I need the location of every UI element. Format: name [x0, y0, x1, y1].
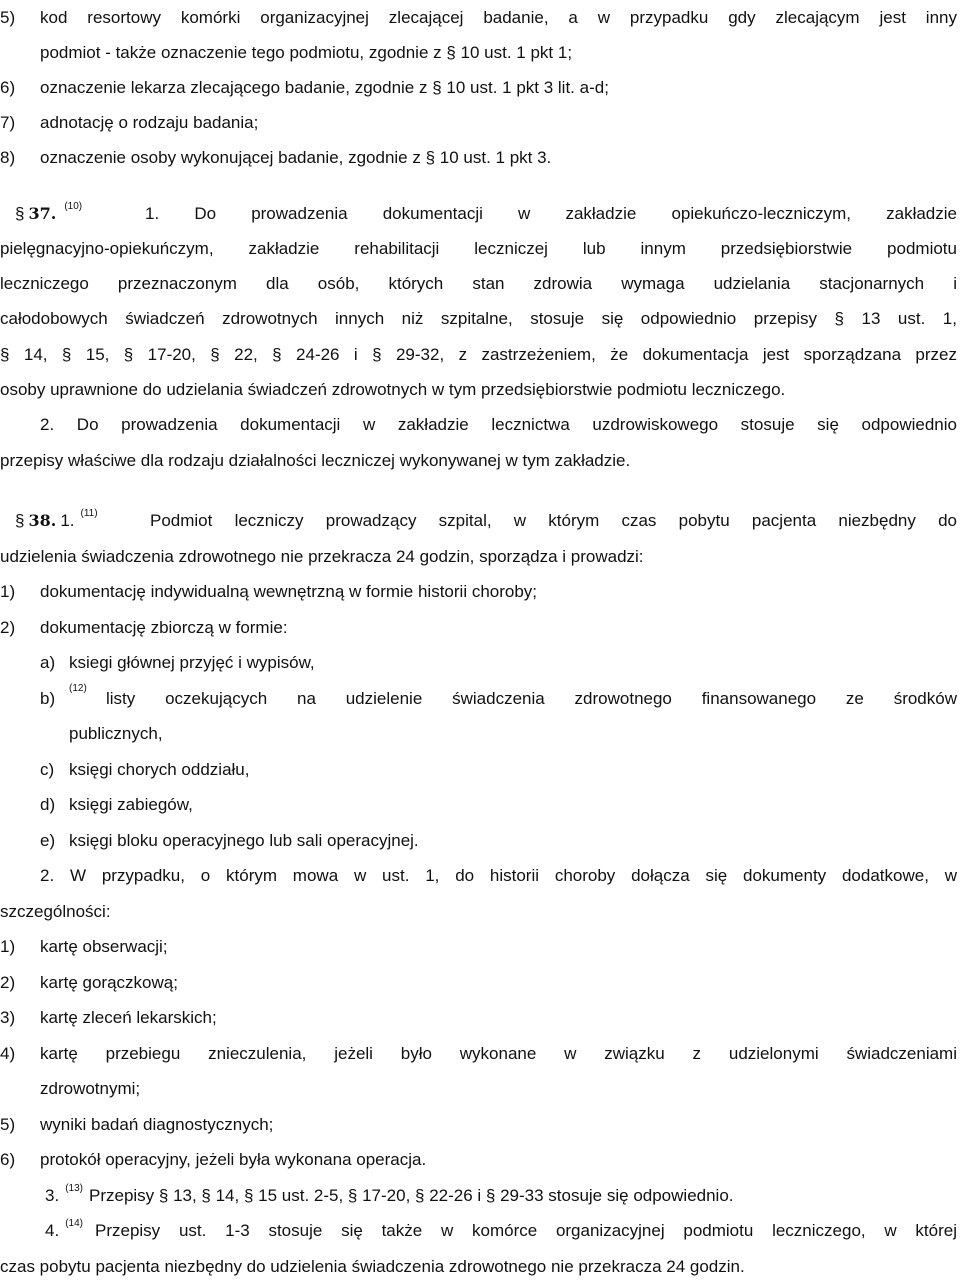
section-37-ust2-line2: przepisy właściwe dla rodzaju działalności leczniczej wykonywanej w tym zakładzie.	[0, 451, 631, 470]
paragraph-sign: §	[15, 204, 25, 223]
section-37-ust1-line3: leczniczego przeznaczonym dla osób, których stan zdrowia wymaga udzielania stacjonarnych i	[0, 274, 957, 293]
section-number: 37.	[28, 204, 57, 223]
section-37-ust2-line1: 2. Do prowadzenia dokumentacji w zakładzie lecznictwa uzdrowiskowego stosuje się odpowiednio	[40, 415, 957, 434]
subitem-c: c) księgi chorych oddziału,	[40, 752, 957, 787]
subitem-d: d) księgi zabiegów,	[40, 787, 957, 822]
list-item-text: protokół operacyjny, jeżeli była wykonana operacja.	[40, 1150, 427, 1169]
list-item-text: wyniki badań diagnostycznych;	[40, 1115, 274, 1134]
list-item-text: kartę obserwacji;	[40, 937, 168, 956]
section-number: 38.	[28, 511, 57, 530]
paragraph-sign: §	[15, 511, 25, 530]
ust2-item-2: 2) kartę gorączkową;	[0, 965, 957, 1000]
section-38-heading	[15, 503, 155, 541]
section-38-intro-line2: udzielenia świadczenia zdrowotnego nie przekracza 24 godzin, sporządza i prowadzi:	[0, 547, 644, 566]
section-38-intro-line1: Podmiot leczniczy prowadzący szpital, w którym czas pobytu pacjenta niezbędny do	[150, 511, 957, 530]
subitem-text: ksiegi głównej przyjęć i wypisów,	[69, 653, 315, 672]
ust2-item-5: 5) wyniki badań diagnostycznych;	[0, 1107, 957, 1142]
list-item-5: 5) kod resortowy komórki organizacyjnej zlecającej badanie, a w przypadku gdy zlecającym jest inny	[0, 0, 957, 35]
list-item-text: kartę gorączkową;	[40, 973, 178, 992]
section-37-ust1-line4: całodobowych świadczeń zdrowotnych innych niż szpitalne, stosuje się odpowiednio przepisy § 13 ust. 1,	[0, 309, 957, 328]
section-37-ust1-line2: pielęgnacyjno-opiekuńczym, zakładzie rehabilitacji leczniczej lub innym przedsiębiorstwie podmiotu	[0, 239, 957, 258]
footnote-ref: (13)	[65, 1183, 83, 1194]
subitem-text: księgi zabiegów,	[69, 795, 193, 814]
ust-text: Przepisy § 13, § 14, § 15 ust. 2-5, § 17-20, § 22-26 i § 29-33 stosuje się odpowiednio.	[88, 1186, 734, 1205]
section-37-ust1-line5: § 14, § 15, § 17-20, § 22, § 24-26 i § 29-32, z zastrzeżeniem, że dokumentacja jest sporządzana przez	[0, 345, 957, 364]
subitem-text: księgi chorych oddziału,	[69, 760, 250, 779]
footnote-ref: (11)	[80, 508, 98, 519]
subitem-text: księgi bloku operacyjnego lub sali operacyjnej.	[69, 831, 419, 850]
list-item-text: kartę zleceń lekarskich;	[40, 1008, 217, 1027]
subitem-b-cont: publicznych,	[69, 724, 163, 743]
section-38-ust3	[45, 1178, 957, 1216]
section-37-heading	[15, 196, 135, 234]
ust2-item-1: 1) kartę obserwacji;	[0, 929, 957, 964]
list-item-5-cont: podmiot - także oznaczenie tego podmiotu, zgodnie z § 10 ust. 1 pkt 1;	[40, 43, 573, 62]
list-item-6: 6) oznaczenie lekarza zlecającego badanie, zgodnie z § 10 ust. 1 pkt 3 lit. a-d;	[0, 70, 957, 105]
subitem-text: listy oczekujących na udzielenie świadczenia zdrowotnego finansowanego ze środków	[106, 689, 957, 708]
ust2-item-3: 3) kartę zleceń lekarskich;	[0, 1000, 957, 1035]
footnote-ref: (12)	[69, 683, 87, 694]
ust2-item-4: 4) kartę przebiegu znieczulenia, jeżeli było wykonane w związku z udzielonymi świadczeniami	[0, 1036, 957, 1071]
list-item-8: 8) oznaczenie osoby wykonującej badanie, zgodnie z § 10 ust. 1 pkt 3.	[0, 140, 957, 175]
ust-number: 1.	[60, 511, 75, 530]
footnote-ref: (10)	[64, 201, 83, 212]
section-38-ust4-line1: Przepisy ust. 1-3 stosuje się także w komórce organizacyjnej podmiotu leczniczego, w której	[95, 1221, 957, 1240]
ust-number: 4.	[45, 1221, 60, 1240]
list-item-text: kod resortowy komórki organizacyjnej zlecającej badanie, a w przypadku gdy zlecającym jest inny	[40, 8, 957, 27]
section-38-ust2-line1: 2. W przypadku, o którym mowa w ust. 1, do historii choroby dołącza się dokumenty dodatkowe, w	[40, 866, 957, 885]
ust-number: 3.	[45, 1186, 60, 1205]
list-item-text: adnotację o rodzaju badania;	[40, 113, 259, 132]
list-item-text: dokumentację zbiorczą w formie:	[40, 618, 288, 637]
section-38-ust2-line2: szczególności:	[0, 902, 111, 921]
subitem-e: e) księgi bloku operacyjnego lub sali operacyjnej.	[40, 823, 957, 858]
list-item-text: dokumentację indywidualną wewnętrzną w formie historii choroby;	[40, 582, 538, 601]
footnote-ref: (14)	[65, 1218, 83, 1229]
list-item-text: kartę przebiegu znieczulenia, jeżeli było wykonane w związku z udzielonymi świadczeniami	[40, 1044, 957, 1063]
section-38-item-1: 1) dokumentację indywidualną wewnętrzną w formie historii choroby;	[0, 574, 957, 609]
section-37-ust1-line1: 1. Do prowadzenia dokumentacji w zakładzie opiekuńczo-leczniczym, zakładzie	[145, 204, 957, 223]
list-item-text: oznaczenie osoby wykonującej badanie, zgodnie z § 10 ust. 1 pkt 3.	[40, 148, 552, 167]
subitem-b: b) (12) listy oczekujących na udzielenie świadczenia zdrowotnego finansowanego ze środków	[40, 681, 957, 716]
ust2-item-6: 6) protokół operacyjny, jeżeli była wykonana operacja.	[0, 1142, 957, 1177]
ust2-item-4-cont: zdrowotnymi;	[40, 1079, 141, 1098]
section-37-ust1-line6: osoby uprawnione do udzielania świadczeń zdrowotnych w tym przedsiębiorstwie podmiotu leczniczego.	[0, 380, 786, 399]
subitem-a: a) ksiegi głównej przyjęć i wypisów,	[40, 645, 957, 680]
section-38-ust4-line2: czas pobytu pacjenta niezbędny do udzielenia świadczenia zdrowotnego nie przekracza 24 godzin.	[0, 1257, 745, 1276]
list-item-text: oznaczenie lekarza zlecającego badanie, zgodnie z § 10 ust. 1 pkt 3 lit. a-d;	[40, 78, 609, 97]
list-item-7: 7) adnotację o rodzaju badania;	[0, 105, 957, 140]
section-38-item-2: 2) dokumentację zbiorczą w formie:	[0, 610, 957, 645]
